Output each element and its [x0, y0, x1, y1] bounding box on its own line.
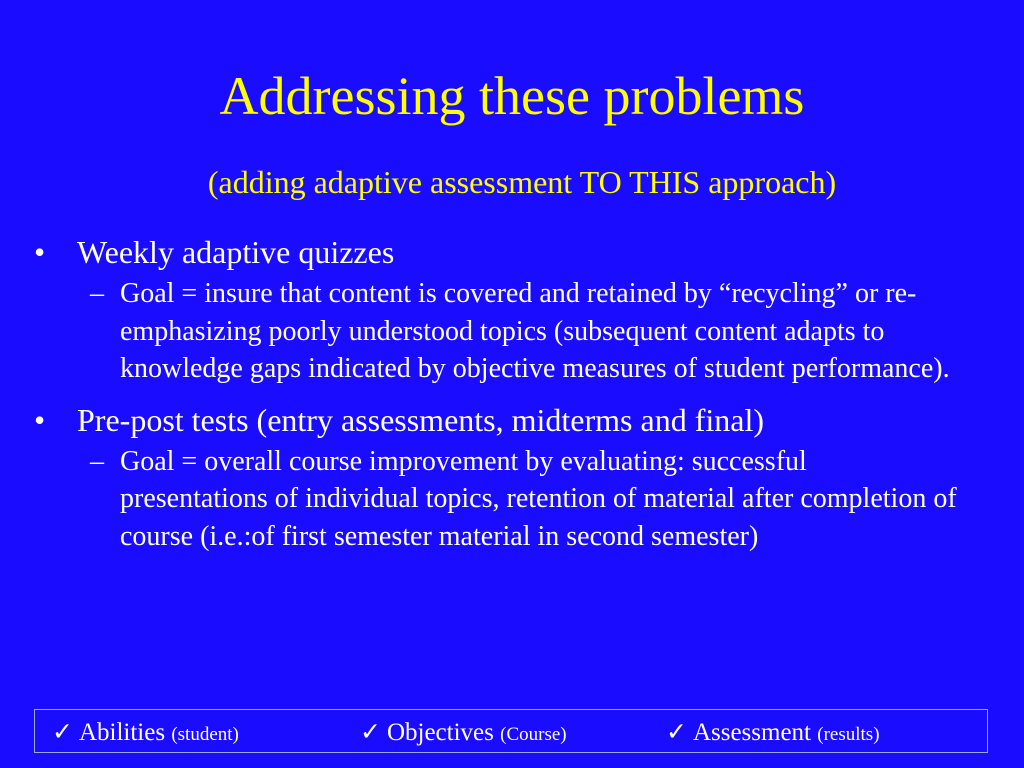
bullet-text: Pre-post tests (entry assessments, midterms and final) [77, 401, 764, 438]
slide-content [0, 232, 1024, 567]
footer-item-label: Assessment [692, 719, 812, 746]
dash-icon: – [90, 445, 104, 477]
slide-title: Addressing these problems [219, 66, 805, 126]
footer-item-detail: (results) [817, 724, 880, 745]
sub-bullet-text: Goal = insure that content is covered and retained by “recycling” or re-emphasizing poorly understood topics (subsequent content adapts to knowledge gaps indicated by objective measures of student performance). [120, 278, 950, 384]
footer-checklist-bar [34, 709, 988, 753]
footer-item-assessment [666, 718, 880, 750]
sub-bullet-pre-post-goal [0, 443, 960, 556]
dash-icon: – [90, 278, 104, 309]
bullet-pre-post-tests [0, 400, 1024, 440]
footer-item-detail: (student) [171, 724, 239, 745]
checkmark-icon: ✓ [52, 719, 73, 746]
slide-subtitle: (adding adaptive assessment TO THIS approach) [207, 164, 837, 200]
footer-item-label: Objectives [386, 719, 494, 746]
bullet-weekly-quizzes [0, 232, 1024, 272]
footer-item-label: Abilities [78, 719, 166, 746]
sub-bullet-text: Goal = overall course improvement by evaluating: successful presentations of individual topics, retention of material after completion of course (i.e.:of first semester material in second semester) [120, 445, 957, 552]
checkmark-icon: ✓ [360, 719, 381, 746]
bullet-icon: • [34, 401, 46, 438]
footer-item-detail: (Course) [500, 724, 567, 745]
sub-bullet-weekly-goal [0, 275, 960, 388]
bullet-text: Weekly adaptive quizzes [77, 234, 395, 270]
footer-item-objectives [360, 718, 567, 750]
bullet-icon: • [34, 234, 46, 270]
checkmark-icon: ✓ [666, 719, 687, 746]
footer-item-abilities [52, 718, 239, 750]
